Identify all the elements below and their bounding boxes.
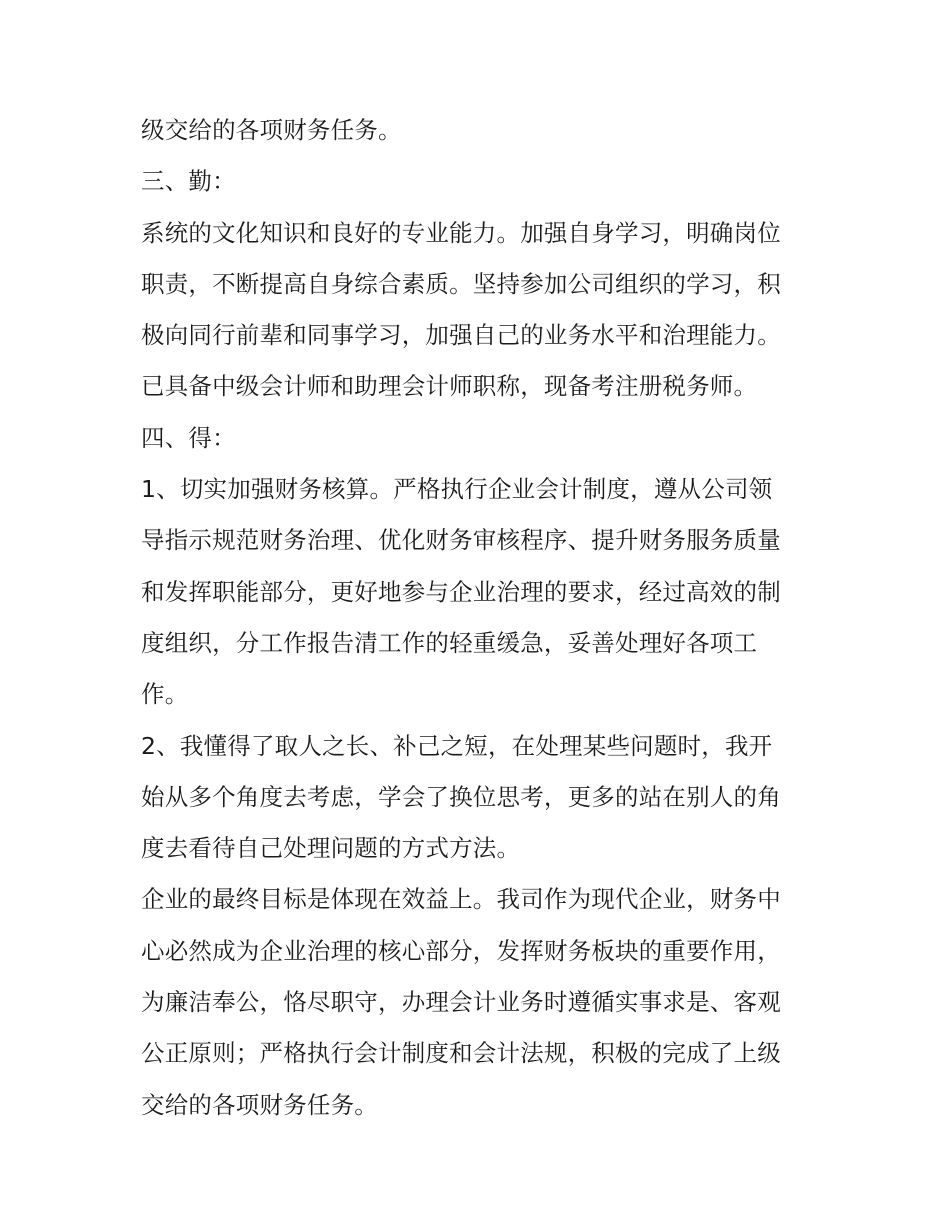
text-line: 级交给的各项财务任务。 xyxy=(141,116,402,144)
text-line: 企业的最终目标是体现在效益上。我司作为现代企业，财务中 xyxy=(141,885,781,914)
text-line: 度去看待自己处理问题的方式方法。 xyxy=(141,834,521,863)
text-line: 极向同行前辈和同事学习，加强自己的业务水平和治理能力。 xyxy=(141,321,781,350)
text-line: 心必然成为企业治理的核心部分，发挥财务板块的重要作用， xyxy=(141,936,781,965)
text-line: 系统的文化知识和良好的专业能力。加强自身学习，明确岗位 xyxy=(141,218,781,247)
text-line: 导指示规范财务治理、优化财务审核程序、提升财务服务质量 xyxy=(141,526,781,555)
text-line: 1、切实加强财务核算。严格执行企业会计制度，遵从公司领 xyxy=(141,475,773,504)
text-line: 2、我懂得了取人之长、补己之短，在处理某些问题时，我开 xyxy=(141,731,773,760)
text-line: 和发挥职能部分，更好地参与企业治理的要求，经过高效的制 xyxy=(141,577,781,606)
text-line: 公正原则；严格执行会计制度和会计法规，积极的完成了上级 xyxy=(141,1039,781,1068)
text-line: 始从多个角度去考虑，学会了换位思考，更多的站在别人的角 xyxy=(141,782,781,811)
text-line: 度组织，分工作报告清工作的轻重缓急，妥善处理好各项工 xyxy=(141,628,758,657)
section-heading-de: 四、得： xyxy=(141,423,236,452)
text-line: 交给的各项财务任务。 xyxy=(141,1090,378,1119)
text-line: 为廉洁奉公，恪尽职守，办理会计业务时遵循实事求是、客观 xyxy=(141,988,781,1017)
text-line: 已具备中级会计师和助理会计师职称，现备考注册税务师。 xyxy=(141,372,758,401)
section-heading-qin: 三、勤： xyxy=(141,167,236,196)
text-line: 职责，不断提高自身综合素质。坚持参加公司组织的学习，积 xyxy=(141,269,781,298)
document-body xyxy=(141,105,821,1131)
text-line: 作。 xyxy=(141,680,189,709)
